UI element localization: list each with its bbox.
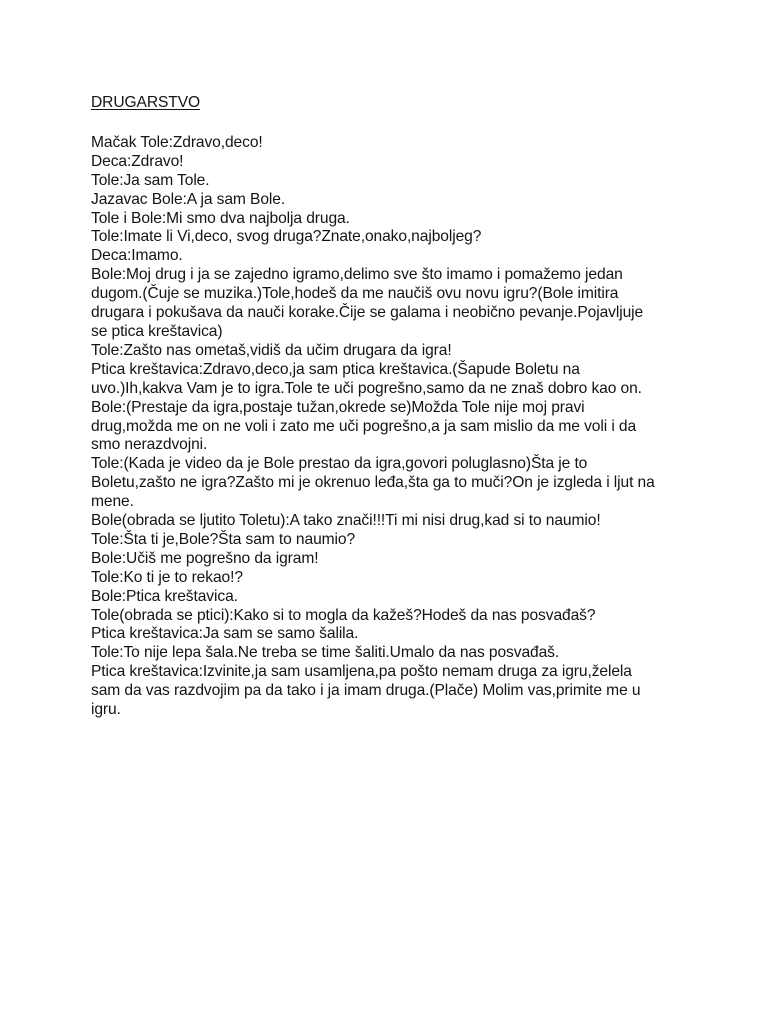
- text-line: Tole:To nije lepa šala.Ne treba se time šaliti.Umalo da nas posvađaš.: [91, 644, 560, 662]
- text-line: mene.: [91, 493, 134, 511]
- text-line: Bole:Moj drug i ja se zajedno igramo,delimo sve što imamo i pomažemo jedan: [91, 266, 623, 284]
- text-line: Tole:Šta ti je,Bole?Šta sam to naumio?: [91, 530, 356, 548]
- text-line: Jazavac Bole:A ja sam Bole.: [91, 190, 286, 208]
- text-line: Tole:Ko ti je to rekao!?: [91, 568, 243, 586]
- text-line: Tole:Imate li Vi,deco, svog druga?Znate,onako,najboljeg?: [91, 228, 482, 246]
- text-line: igru.: [91, 701, 121, 719]
- text-line: Deca:Imamo.: [91, 247, 183, 265]
- text-line: Ptica kreštavica:Izvinite,ja sam usamljena,pa pošto nemam druga za igru,želela: [91, 663, 632, 681]
- text-line: Bole:Učiš me pogrešno da igram!: [91, 549, 319, 567]
- text-line: Boletu,zašto ne igra?Zašto mi je okrenuo leđa,šta ga to muči?On je izgleda i ljut na: [91, 474, 655, 492]
- text-line: sam da vas razdvojim pa da tako i ja imam druga.(Plače) Molim vas,primite me u: [91, 682, 641, 700]
- text-line: Ptica kreštavica:Zdravo,deco,ja sam ptica kreštavica.(Šapude Boletu na: [91, 360, 580, 378]
- text-line: smo nerazdvojni.: [91, 436, 208, 454]
- text-line: se ptica kreštavica): [91, 322, 223, 340]
- text-line: drug,možda me on ne voli i zato me uči pogrešno,a ja sam mislio da me voli i da: [91, 417, 637, 435]
- text-line: uvo.)Ih,kakva Vam je to igra.Tole te uči pogrešno,samo da ne znaš dobro kao on.: [91, 379, 642, 397]
- text-line: Bole:Ptica kreštavica.: [91, 587, 238, 605]
- text-line: dugom.(Čuje se muzika.)Tole,hodeš da me naučiš ovu novu igru?(Bole imitira: [91, 285, 619, 303]
- text-line: drugara i pokušava da nauči korake.Čije se galama i neobično pevanje.Pojavljuje: [91, 304, 644, 322]
- text-line: Tole:(Kada je video da je Bole prestao da igra,govori poluglasno)Šta je to: [91, 455, 588, 473]
- dialogue-text: [91, 134, 691, 720]
- text-line: Tole(obrada se ptici):Kako si to mogla da kažeš?Hodeš da nas posvađaš?: [91, 606, 596, 624]
- text-line: Deca:Zdravo!: [91, 152, 184, 170]
- document-title: DRUGARSTVO: [91, 94, 201, 111]
- text-line: Tole:Ja sam Tole.: [91, 171, 210, 189]
- document-body: [91, 94, 691, 720]
- text-line: Tole i Bole:Mi smo dva najbolja druga.: [91, 209, 350, 227]
- text-line: Ptica kreštavica:Ja sam se samo šalila.: [91, 625, 359, 643]
- text-line: Bole:(Prestaje da igra,postaje tužan,okrede se)Možda Tole nije moj pravi: [91, 398, 585, 416]
- text-line: Mačak Tole:Zdravo,deco!: [91, 133, 263, 151]
- text-line: Tole:Zašto nas ometaš,vidiš da učim drugara da igra!: [91, 341, 452, 359]
- text-line: Bole(obrada se ljutito Toletu):A tako znači!!!Ti mi nisi drug,kad si to naumio!: [91, 512, 601, 530]
